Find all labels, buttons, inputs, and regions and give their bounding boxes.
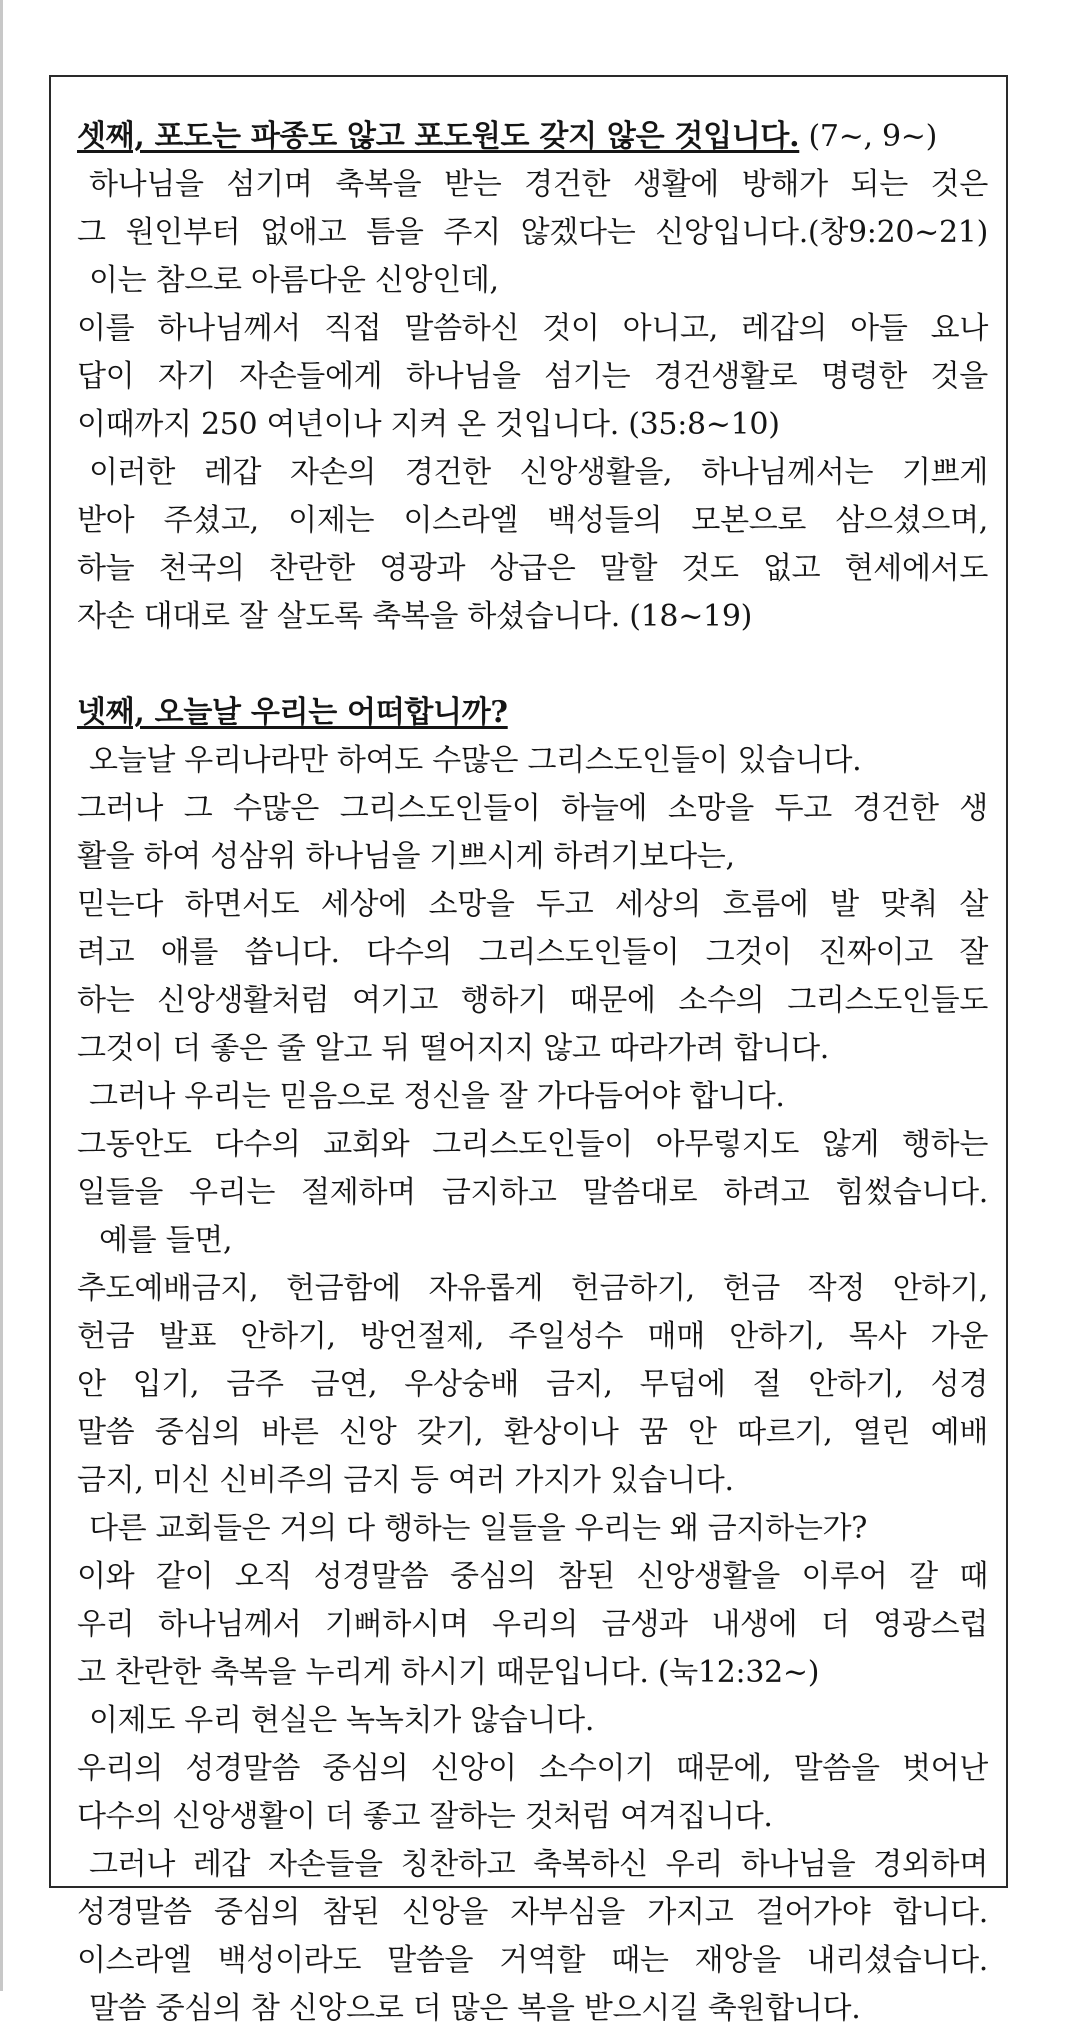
section4-line: 그것이 더 좋은 줄 알고 뒤 떨어지지 않고 따라가려 합니다. (77, 1031, 830, 1066)
section4-line: 이스라엘 백성이라도 말씀을 거역할 때는 재앙을 내리셨습니다. (77, 1943, 988, 1978)
section4-line: 려고 애를 씁니다. 다수의 그리스도인들이 그것이 진짜이고 잘 (77, 935, 988, 970)
section4-line: 그러나 그 수많은 그리스도인들이 하늘에 소망을 두고 경건한 생 (77, 791, 988, 826)
page-edge (0, 0, 3, 1991)
section4-line: 일들을 우리는 절제하며 금지하고 말씀대로 하려고 힘썼습니다. (77, 1175, 988, 1210)
section4-line: 이와 같이 오직 성경말씀 중심의 참된 신앙생활을 이루어 갈 때 (77, 1559, 988, 1594)
section3-line: 이를 하나님께서 직접 말씀하신 것이 아니고, 레갑의 아들 요나 (77, 311, 988, 346)
section4-line: 우리의 성경말씀 중심의 신앙이 소수이기 때문에, 말씀을 벗어난 (77, 1751, 988, 1786)
section4-line: 우리 하나님께서 기뻐하시며 우리의 금생과 내생에 더 영광스럽 (77, 1607, 988, 1642)
section4-line: 말씀 중심의 참 신앙으로 더 많은 복을 받으시길 축원합니다. (89, 1991, 861, 2026)
section4-line: 그러나 레갑 자손들을 칭찬하고 축복하신 우리 하나님을 경외하며 (89, 1847, 988, 1882)
section4-line: 성경말씀 중심의 참된 신앙을 자부심을 가지고 걸어가야 합니다. (77, 1895, 988, 1930)
section4-line: 이제도 우리 현실은 녹녹치가 않습니다. (89, 1703, 595, 1738)
section4-line: 믿는다 하면서도 세상에 소망을 두고 세상의 흐름에 발 맞춰 살 (77, 887, 988, 922)
section-gap (77, 641, 988, 689)
section3-line: 답이 자기 자손들에게 하나님을 섬기는 경건생활로 명령한 것을 (77, 359, 988, 394)
section3-line: 하늘 천국의 찬란한 영광과 상급은 말할 것도 없고 현세에서도 (77, 551, 988, 586)
section3-line: 받아 주셨고, 이제는 이스라엘 백성들의 모본으로 삼으셨으며, (77, 503, 988, 538)
section4-line: 추도예배금지, 헌금함에 자유롭게 헌금하기, 헌금 작정 안하기, (77, 1271, 988, 1306)
section4-heading-line (77, 689, 988, 737)
section3-heading: 셋째, 포도는 파종도 않고 포도원도 갖지 않은 것입니다. (77, 119, 800, 154)
section4-line: 고 찬란한 축복을 누리게 하시기 때문입니다. (눅12:32~) (77, 1655, 820, 1690)
section4-line: 다른 교회들은 거의 다 행하는 일들을 우리는 왜 금지하는가? (89, 1511, 867, 1546)
section3-line: 자손 대대로 잘 살도록 축복을 하셨습니다. (18~19) (77, 599, 753, 634)
section4-line: 오늘날 우리나라만 하여도 수많은 그리스도인들이 있습니다. (89, 743, 862, 778)
section3-line: 이때까지 250 여년이나 지켜 온 것입니다. (35:8~10) (77, 407, 780, 442)
section3-line: 하나님을 섬기며 축복을 받는 경건한 생활에 방해가 되는 것은 (89, 167, 988, 202)
section4-line: 말씀 중심의 바른 신앙 갖기, 환상이나 꿈 안 따르기, 열린 예배 (77, 1415, 988, 1450)
section4-line: 헌금 발표 안하기, 방언절제, 주일성수 매매 안하기, 목사 가운 (77, 1319, 988, 1354)
section4-line: 안 입기, 금주 금연, 우상숭배 금지, 무덤에 절 안하기, 성경 (77, 1367, 988, 1402)
section4-line: 예를 들면, (99, 1223, 233, 1258)
section4-line: 그동안도 다수의 교회와 그리스도인들이 아무렇지도 않게 행하는 (77, 1127, 988, 1162)
text-frame (49, 75, 1008, 2026)
section4-line: 하는 신앙생활처럼 여기고 행하기 때문에 소수의 그리스도인들도 (77, 983, 988, 1018)
section3-heading-ref: (7~, 9~) (799, 119, 938, 154)
section4-line: 활을 하여 성삼위 하나님을 기쁘시게 하려기보다는, (77, 839, 735, 874)
section3-line: 이는 참으로 아름다운 신앙인데, (89, 263, 499, 298)
section4-heading: 넷째, 오늘날 우리는 어떠합니까? (77, 695, 508, 730)
section3-heading-line (77, 113, 988, 161)
section3-line: 그 원인부터 없애고 틈을 주지 않겠다는 신앙입니다.(창9:20~21) (77, 215, 988, 250)
document-body (77, 113, 988, 2033)
section4-line: 금지, 미신 신비주의 금지 등 여러 가지가 있습니다. (77, 1463, 734, 1498)
section4-line: 그러나 우리는 믿음으로 정신을 잘 가다듬어야 합니다. (89, 1079, 785, 1114)
section4-line: 다수의 신앙생활이 더 좋고 잘하는 것처럼 여겨집니다. (77, 1799, 773, 1834)
section3-line: 이러한 레갑 자손의 경건한 신앙생활을, 하나님께서는 기쁘게 (89, 455, 988, 490)
